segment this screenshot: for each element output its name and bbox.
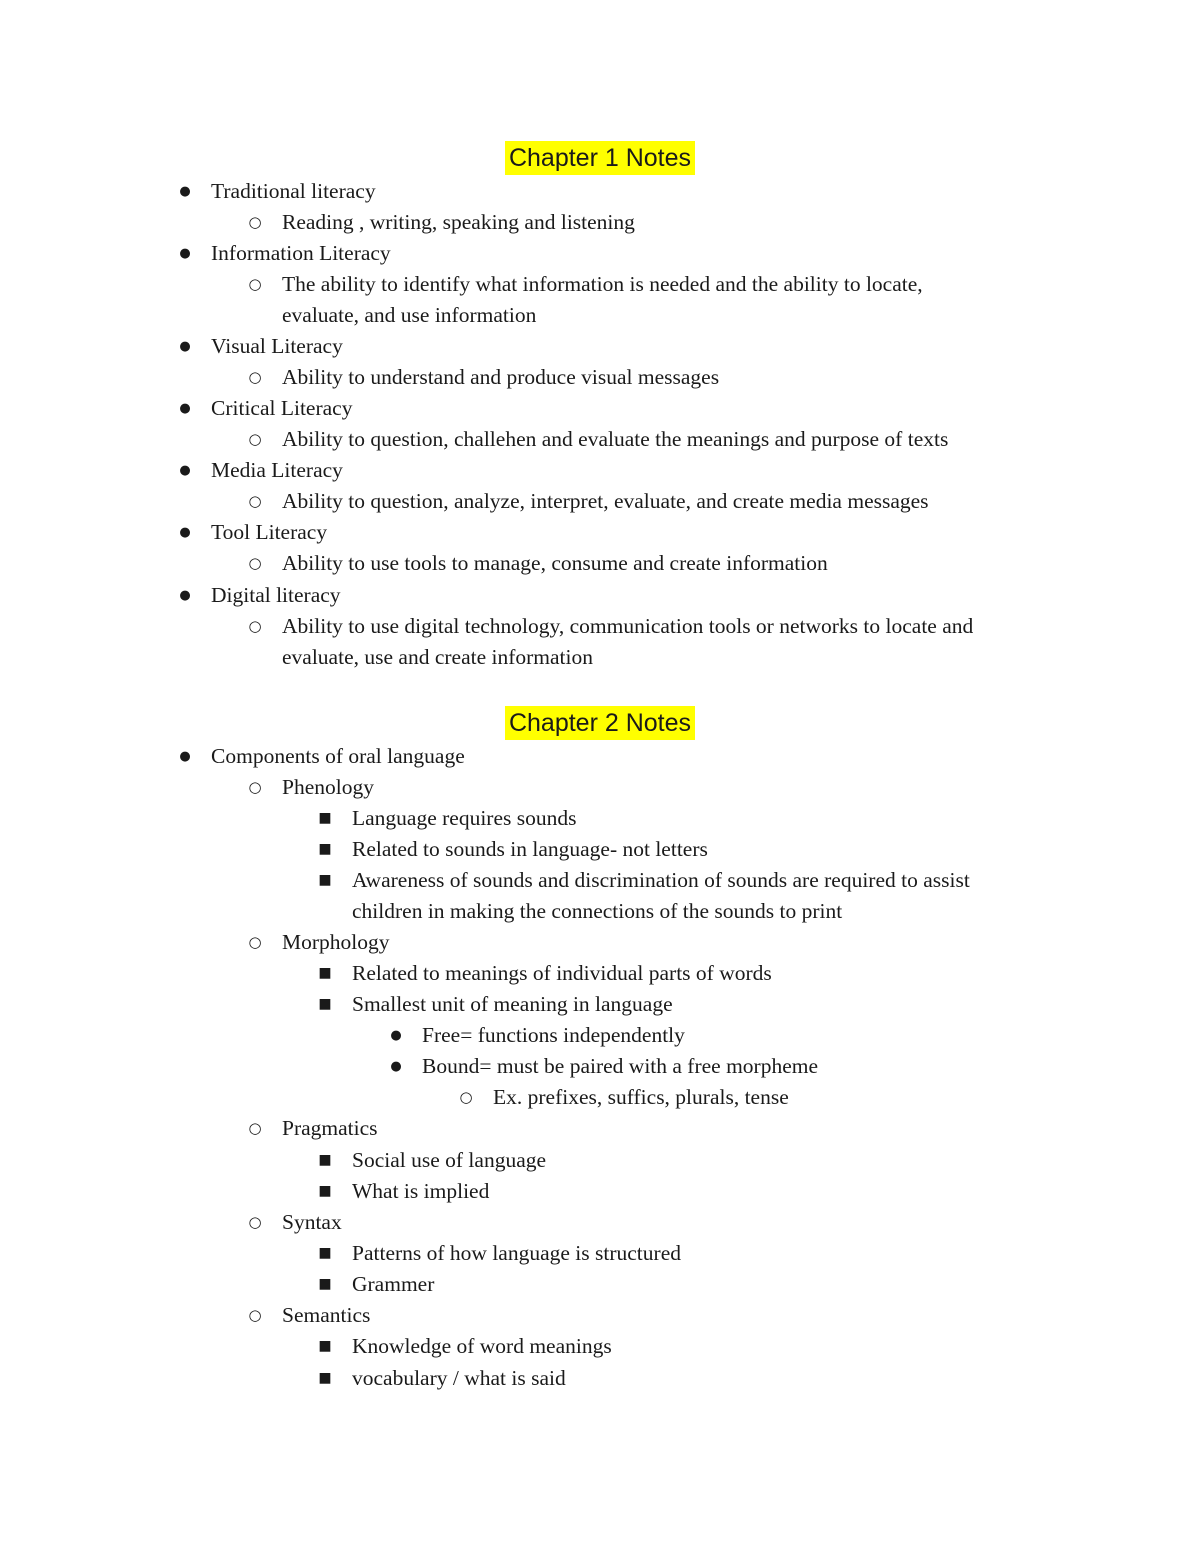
square-bullet-icon: ■ bbox=[318, 1338, 332, 1354]
bullet-icon: ● bbox=[179, 525, 191, 540]
list-item: Components of oral language bbox=[211, 744, 465, 768]
bullet-icon: ● bbox=[390, 1028, 402, 1043]
bullet-icon: ● bbox=[390, 1059, 402, 1074]
square-bullet-icon: ■ bbox=[318, 1370, 332, 1386]
list-item: The ability to identify what information is needed and the ability to locate, bbox=[282, 272, 923, 296]
list-item: Ability to question, challehen and evaluate the meanings and purpose of texts bbox=[282, 427, 949, 451]
list-item: Semantics bbox=[282, 1303, 371, 1327]
square-bullet-icon: ■ bbox=[318, 841, 332, 857]
list-item-continuation: evaluate, and use information bbox=[282, 303, 537, 327]
circle-bullet-icon: ○ bbox=[248, 1306, 262, 1324]
bullet-icon: ● bbox=[179, 588, 191, 603]
bullet-icon: ● bbox=[179, 246, 191, 261]
list-item: Language requires sounds bbox=[352, 806, 577, 830]
chapter-1-heading-row bbox=[0, 141, 1200, 175]
list-item: Traditional literacy bbox=[211, 179, 376, 203]
bullet-icon: ● bbox=[179, 463, 191, 478]
chapter-1-heading: Chapter 1 Notes bbox=[505, 141, 695, 175]
list-item: Bound= must be paired with a free morpheme bbox=[422, 1054, 819, 1078]
list-item: Phenology bbox=[282, 775, 374, 799]
bullet-icon: ● bbox=[179, 401, 191, 416]
list-item-continuation: children in making the connections of the sounds to print bbox=[352, 899, 843, 923]
circle-bullet-icon: ○ bbox=[248, 430, 262, 448]
circle-bullet-icon: ○ bbox=[248, 933, 262, 951]
circle-bullet-icon: ○ bbox=[459, 1088, 473, 1106]
list-item: Critical Literacy bbox=[211, 396, 353, 420]
circle-bullet-icon: ○ bbox=[248, 554, 262, 572]
bullet-icon: ● bbox=[179, 339, 191, 354]
square-bullet-icon: ■ bbox=[318, 872, 332, 888]
square-bullet-icon: ■ bbox=[318, 1152, 332, 1168]
list-item: What is implied bbox=[352, 1179, 490, 1203]
list-item: Patterns of how language is structured bbox=[352, 1241, 681, 1265]
square-bullet-icon: ■ bbox=[318, 1276, 332, 1292]
list-item: Knowledge of word meanings bbox=[352, 1334, 612, 1358]
circle-bullet-icon: ○ bbox=[248, 1213, 262, 1231]
bullet-icon: ● bbox=[179, 184, 191, 199]
circle-bullet-icon: ○ bbox=[248, 492, 262, 510]
square-bullet-icon: ■ bbox=[318, 965, 332, 981]
square-bullet-icon: ■ bbox=[318, 1245, 332, 1261]
circle-bullet-icon: ○ bbox=[248, 275, 262, 293]
list-item: Digital literacy bbox=[211, 583, 341, 607]
list-item: Visual Literacy bbox=[211, 334, 343, 358]
list-item: Ex. prefixes, suffics, plurals, tense bbox=[493, 1085, 789, 1109]
list-item: Information Literacy bbox=[211, 241, 391, 265]
square-bullet-icon: ■ bbox=[318, 1183, 332, 1199]
list-item: Ability to use tools to manage, consume and create information bbox=[282, 551, 828, 575]
list-item: Related to sounds in language- not letters bbox=[352, 837, 708, 861]
chapter-2-heading: Chapter 2 Notes bbox=[505, 706, 695, 740]
circle-bullet-icon: ○ bbox=[248, 368, 262, 386]
circle-bullet-icon: ○ bbox=[248, 617, 262, 635]
list-item-continuation: evaluate, use and create information bbox=[282, 645, 594, 669]
list-item: Free= functions independently bbox=[422, 1023, 685, 1047]
list-item: Ability to understand and produce visual messages bbox=[282, 365, 720, 389]
circle-bullet-icon: ○ bbox=[248, 1119, 262, 1137]
chapter-2-heading-row bbox=[0, 706, 1200, 740]
list-item: Morphology bbox=[282, 930, 390, 954]
bullet-icon: ● bbox=[179, 749, 191, 764]
list-item: Ability to question, analyze, interpret, evaluate, and create media messages bbox=[282, 489, 929, 513]
circle-bullet-icon: ○ bbox=[248, 213, 262, 231]
list-item: Tool Literacy bbox=[211, 520, 328, 544]
list-item: Media Literacy bbox=[211, 458, 343, 482]
list-item: Smallest unit of meaning in language bbox=[352, 992, 673, 1016]
square-bullet-icon: ■ bbox=[318, 996, 332, 1012]
list-item: Related to meanings of individual parts of words bbox=[352, 961, 772, 985]
list-item: Grammer bbox=[352, 1272, 435, 1296]
list-item: Social use of language bbox=[352, 1148, 547, 1172]
list-item: Syntax bbox=[282, 1210, 342, 1234]
list-item: Awareness of sounds and discrimination of sounds are required to assist bbox=[352, 868, 970, 892]
list-item: Pragmatics bbox=[282, 1116, 378, 1140]
square-bullet-icon: ■ bbox=[318, 810, 332, 826]
list-item: Ability to use digital technology, communication tools or networks to locate and bbox=[282, 614, 974, 638]
circle-bullet-icon: ○ bbox=[248, 778, 262, 796]
list-item: vocabulary / what is said bbox=[352, 1366, 566, 1390]
list-item: Reading , writing, speaking and listening bbox=[282, 210, 635, 234]
